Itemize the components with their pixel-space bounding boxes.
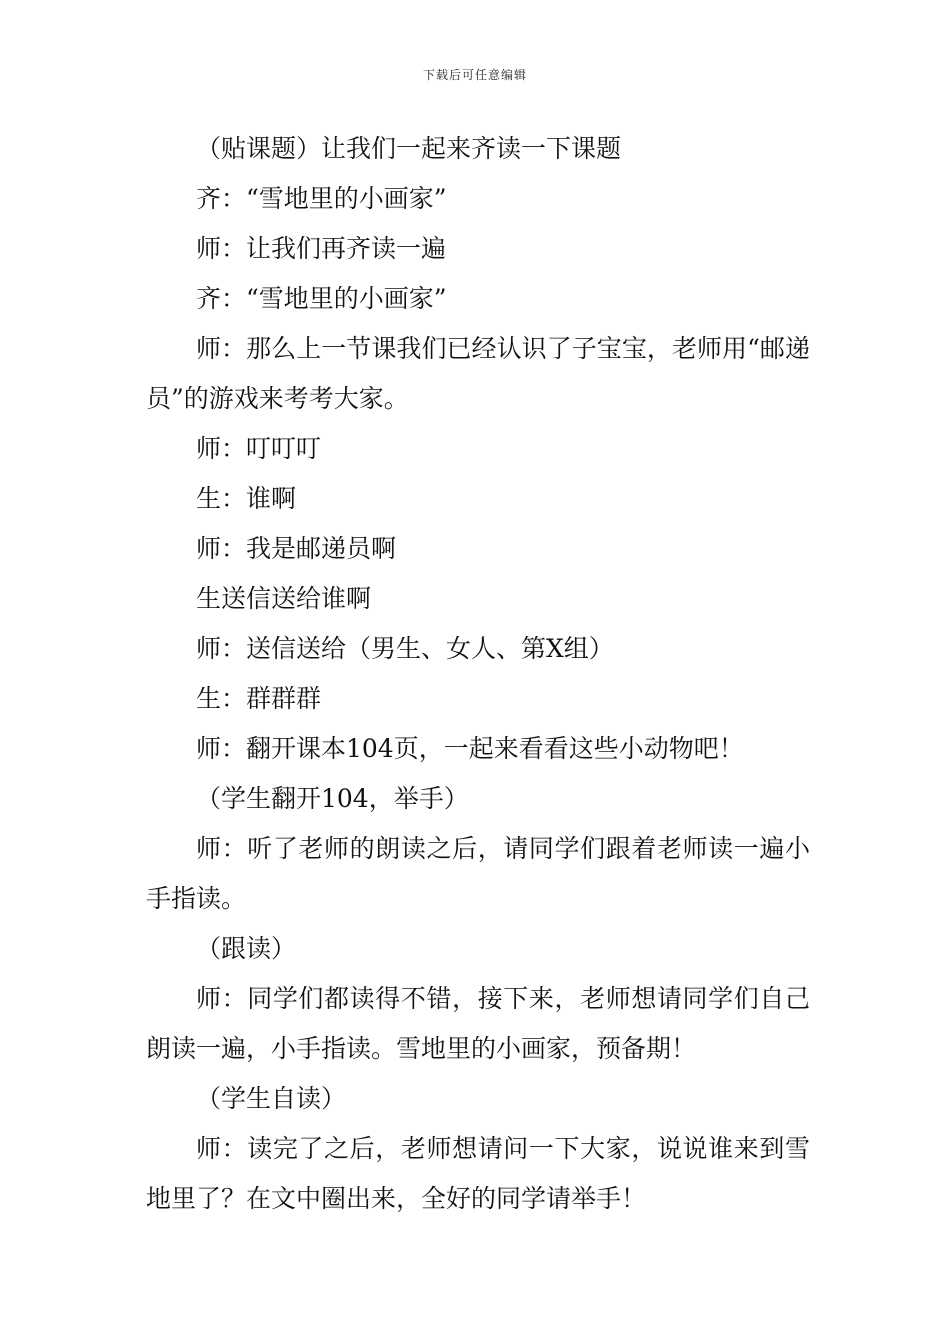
paragraph: （贴课题）让我们一起来齐读一下课题 [196, 134, 622, 163]
paragraph: 生送信送给谁啊 [196, 584, 372, 613]
paragraph: （学生翻开104，举手） [196, 784, 469, 813]
paragraph: 师：翻开课本104页，一起来看看这些小动物吧！ [196, 734, 744, 763]
paragraph: 师：那么上一节课我们已经认识了子宝宝，老师用“邮递员”的游戏来考考大家。 [146, 334, 810, 413]
paragraph: 生：群群群 [196, 684, 322, 713]
document-body [146, 124, 810, 1224]
paragraph: 齐：“雪地里的小画家” [196, 284, 447, 313]
paragraph: （学生自读） [196, 1084, 347, 1113]
paragraph: 生：谁啊 [196, 484, 297, 513]
page-header: 下载后可任意编辑 [422, 68, 527, 82]
paragraph: 师：同学们都读得不错，接下来，老师想请同学们自己朗读一遍，小手指读。雪地里的小画家，预备期！ [146, 984, 810, 1063]
paragraph: 师：听了老师的朗读之后，请同学们跟着老师读一遍小手指读。 [146, 834, 810, 913]
paragraph: 师：我是邮递员啊 [196, 534, 397, 563]
paragraph: 师：读完了之后，老师想请问一下大家，说说谁来到雪地里了？在文中圈出来，全好的同学请举手！ [146, 1134, 810, 1213]
paragraph: 师：送信送给（男生、女人、第X组） [196, 634, 614, 663]
paragraph: 齐：“雪地里的小画家” [196, 184, 447, 213]
paragraph: 师：叮叮叮 [196, 434, 322, 463]
paragraph: 师：让我们再齐读一遍 [196, 234, 447, 263]
paragraph: （跟读） [196, 934, 297, 963]
